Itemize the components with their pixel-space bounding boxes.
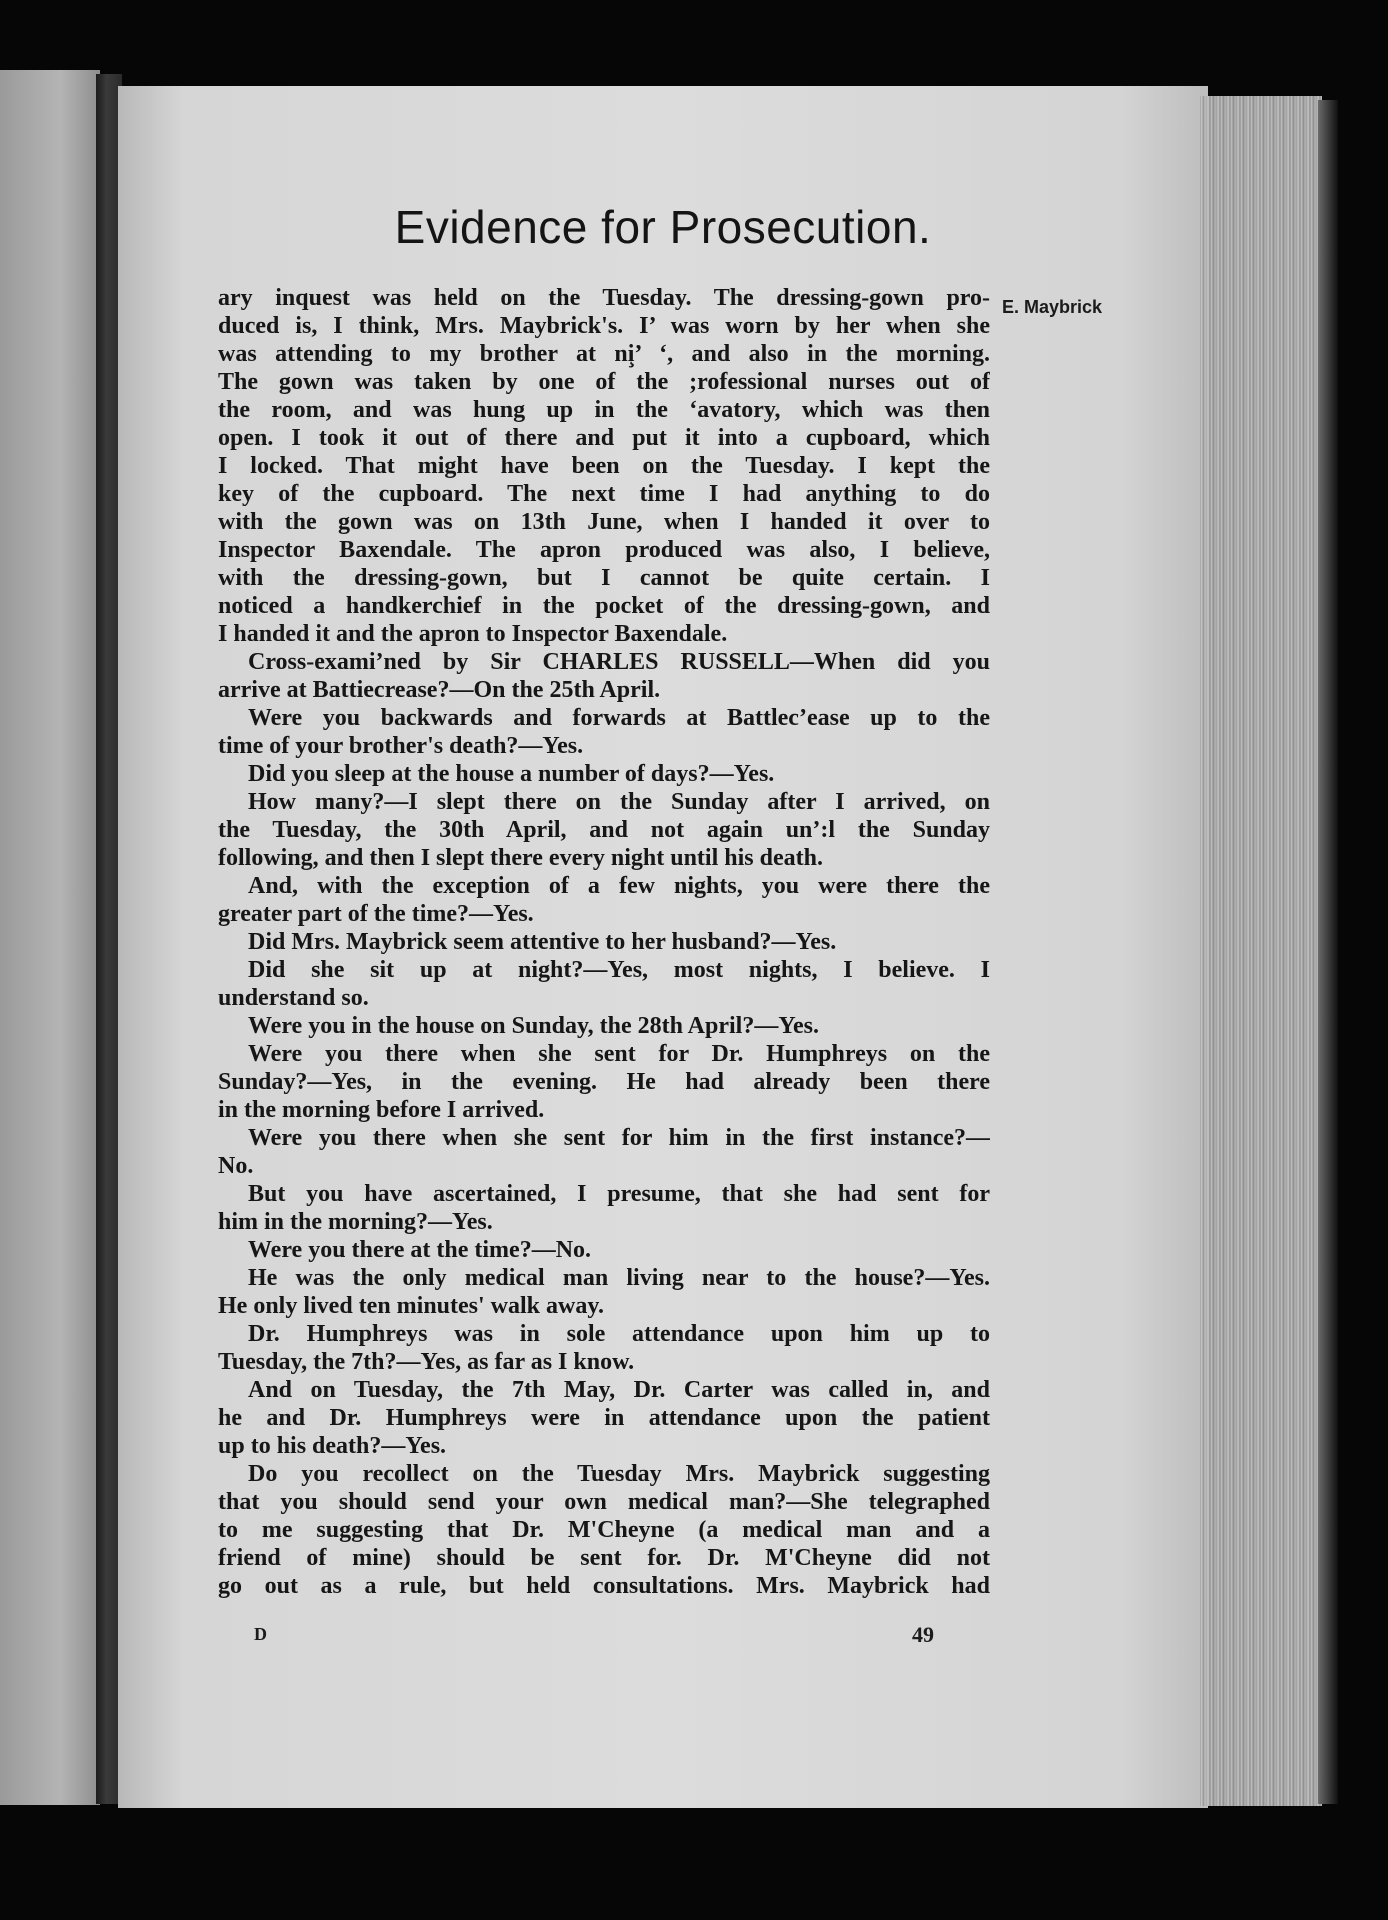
text-line: open. I took it out of there and put it into a cupboard, which [218,425,990,451]
text-line: was attending to my brother at ni̧’ ‘, and also in the morning. [218,341,990,367]
text-line: No. [218,1153,254,1179]
text-line: Were you there when she sent for him in the first instance?— [248,1125,990,1151]
text-line: Cross-exami’ned by Sir CHARLES RUSSELL—When did you [248,649,990,675]
text-line: Did she sit up at night?—Yes, most nights, I believe. I [248,957,990,983]
text-line: Did Mrs. Maybrick seem attentive to her husband?—Yes. [248,929,837,955]
page-body-text [218,284,990,1600]
text-line: in the morning before I arrived. [218,1097,545,1123]
text-line: Were you there at the time?—No. [248,1237,592,1263]
text-line: Inspector Baxendale. The apron produced was also, I believe, [218,537,990,563]
text-line: friend of mine) should be sent for. Dr. M'Cheyne did not [218,1545,990,1571]
text-line: And, with the exception of a few nights, you were there the [248,873,990,899]
text-line: Did you sleep at the house a number of days?—Yes. [248,761,775,787]
text-line: I locked. That might have been on the Tuesday. I kept the [218,453,990,479]
text-line: But you have ascertained, I presume, that she had sent for [248,1181,990,1207]
text-line: with the gown was on 13th June, when I handed it over to [218,509,990,535]
text-line: And on Tuesday, the 7th May, Dr. Carter was called in, and [248,1377,990,1403]
text-line: to me suggesting that Dr. M'Cheyne (a medical man and a [218,1517,990,1543]
text-line: key of the cupboard. The next time I had anything to do [218,481,990,507]
previous-page-edge [0,70,100,1805]
text-line: that you should send your own medical man?—She telegraphed [218,1489,990,1515]
text-line: How many?—I slept there on the Sunday after I arrived, on [248,789,990,815]
text-line: Were you in the house on Sunday, the 28th April?—Yes. [248,1013,819,1039]
text-line: Do you recollect on the Tuesday Mrs. Maybrick suggesting [248,1461,990,1487]
running-heading: Evidence for Prosecution. [394,201,932,253]
margin-note-witness: E. Maybrick [1002,297,1103,317]
page-number: 49 [912,1622,934,1647]
text-line: understand so. [218,985,369,1011]
text-line: ary inquest was held on the Tuesday. The dressing-gown pro- [218,285,990,311]
text-line: He only lived ten minutes' walk away. [218,1293,605,1319]
text-line: the Tuesday, the 30th April, and not again un’:l the Sunday [218,817,990,843]
signature-mark: D [254,1624,267,1644]
text-line: Dr. Humphreys was in sole attendance upon him up to [248,1321,990,1347]
text-line: Were you backwards and forwards at Battlec’ease up to the [248,705,990,731]
text-line: The gown was taken by one of the ;rofessional nurses out of [218,369,990,395]
text-line: time of your brother's death?—Yes. [218,733,584,759]
text-line: he and Dr. Humphreys were in attendance upon the patient [218,1405,990,1431]
text-line: him in the morning?—Yes. [218,1209,493,1235]
text-line: up to his death?—Yes. [218,1433,447,1459]
text-line: with the dressing-gown, but I cannot be quite certain. I [218,565,990,591]
text-line: greater part of the time?—Yes. [218,901,534,927]
text-line: arrive at Battiecrease?—On the 25th April. [218,677,661,703]
text-line: following, and then I slept there every night until his death. [218,845,823,871]
text-line: the room, and was hung up in the ‘avatory, which was then [218,397,990,423]
text-line: I handed it and the apron to Inspector Baxendale. [218,621,728,647]
text-line: Were you there when she sent for Dr. Humphreys on the [248,1041,990,1067]
text-line: go out as a rule, but held consultations. Mrs. Maybrick had [218,1573,990,1599]
text-line: Tuesday, the 7th?—Yes, as far as I know. [218,1349,635,1375]
text-line: duced is, I think, Mrs. Maybrick's. I’ was worn by her when she [218,313,990,339]
text-line: He was the only medical man living near to the house?—Yes. [248,1265,990,1291]
text-line: Sunday?—Yes, in the evening. He had already been there [218,1069,990,1095]
text-line: noticed a handkerchief in the pocket of the dressing-gown, and [218,593,990,619]
page-stack-shadow [1318,100,1338,1804]
page-stack-edges [1200,96,1322,1806]
